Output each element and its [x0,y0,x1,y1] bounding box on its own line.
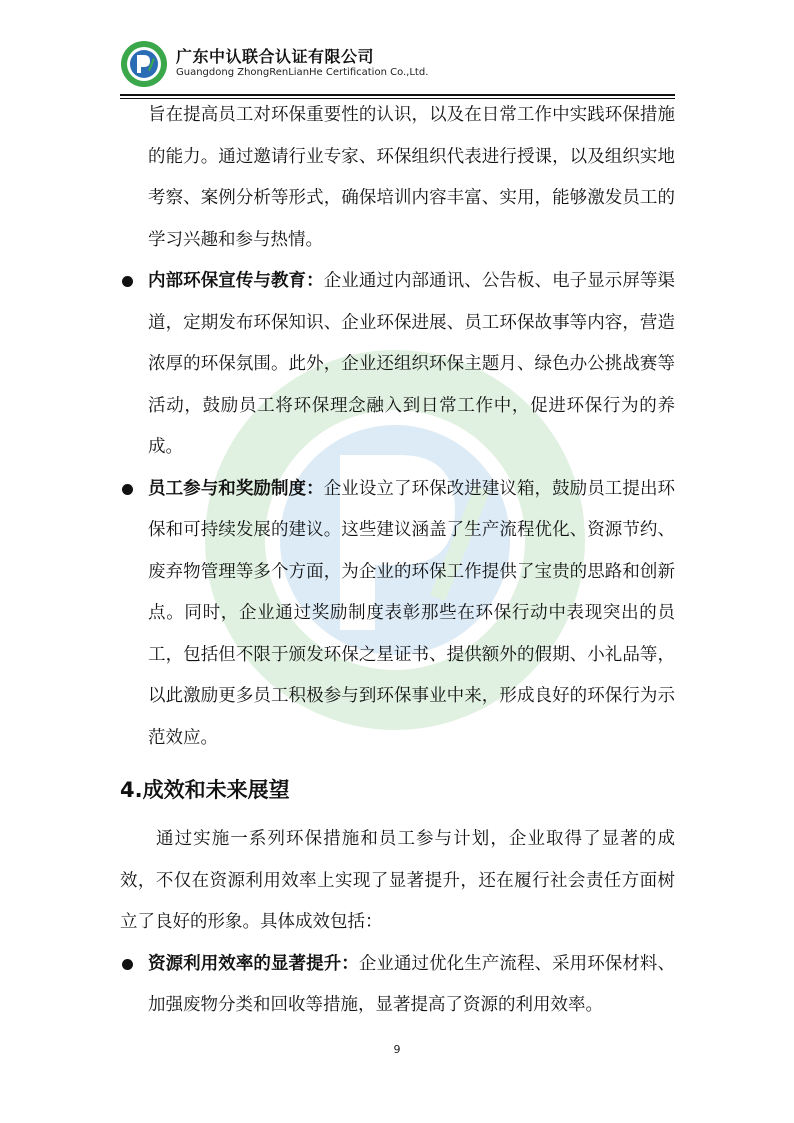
bullet-title: 员工参与和奖励制度： [148,478,324,499]
bullet-title: 资源利用效率的显著提升： [148,953,359,974]
bullet-text: 企业设立了环保改进建议箱，鼓励员工提出环保和可持续发展的建议。这些建议涵盖了生产流程优化、资源节约、废弃物管理等多个方面，为企业的环保工作提供了宝贵的思路和创新点。同时，企业通过奖励制度表彰那些在环保行动中表现突出的员工，包括但不限于颁发环保之星证书、提供额外的假期、小礼品等，以此激励更多员工积极参与到环保事业中来，形成良好的环保行为示范效应。 [148,478,676,748]
bullet-title: 内部环保宣传与教育： [148,271,324,291]
section-intro-paragraph: 通过实施一系列环保措施和员工参与计划，企业取得了显著的成效，不仅在资源利用效率上实现了显著提升，还在履行社会责任方面树立了良好的形象。具体成效包括： [120,829,675,932]
page-header [120,40,675,96]
company-name-en: Guangdong ZhongRenLianHe Certification Co.,Ltd. [176,67,429,78]
bullet-item-employee-rewards [120,469,675,760]
company-logo [120,40,168,88]
continuation-paragraph: 旨在提高员工对环保重要性的认识，以及在日常工作中实践环保措施的能力。通过邀请行业专家、环保组织代表进行授课，以及组织实地考察、案例分析等形式，确保培训内容丰富、实用，能够激发员工的学习兴趣和参与热情。 [148,105,675,250]
company-name-cn: 广东中认联合认证有限公司 [176,47,375,66]
page-body [120,95,675,1027]
bullet-text: 企业通过内部通讯、公告板、电子显示屏等渠道，定期发布环保知识、企业环保进展、员工环保故事等内容，营造浓厚的环保氛围。此外，企业还组织环保主题月、绿色办公挑战赛等活动，鼓励员工将环保理念融入到日常工作中，促进环保行为的养成。 [148,271,676,457]
bullet-dot-icon [122,959,133,970]
page-number: 9 [393,1043,401,1056]
bullet-paragraph [148,261,675,469]
bullet-dot-icon [122,276,133,287]
bullet-text: 企业通过优化生产流程、采用环保材料、加强废物分类和回收等措施，显著提高了资源的利用效率。 [148,953,675,1015]
bullet-dot-icon [122,484,133,495]
bullet-item-internal-education [120,261,675,469]
section-heading: 4.成效和未来展望 [120,778,290,802]
bullet-paragraph [148,944,675,1027]
bullet-paragraph [148,469,675,760]
bullet-item-resource-efficiency [120,944,675,1027]
